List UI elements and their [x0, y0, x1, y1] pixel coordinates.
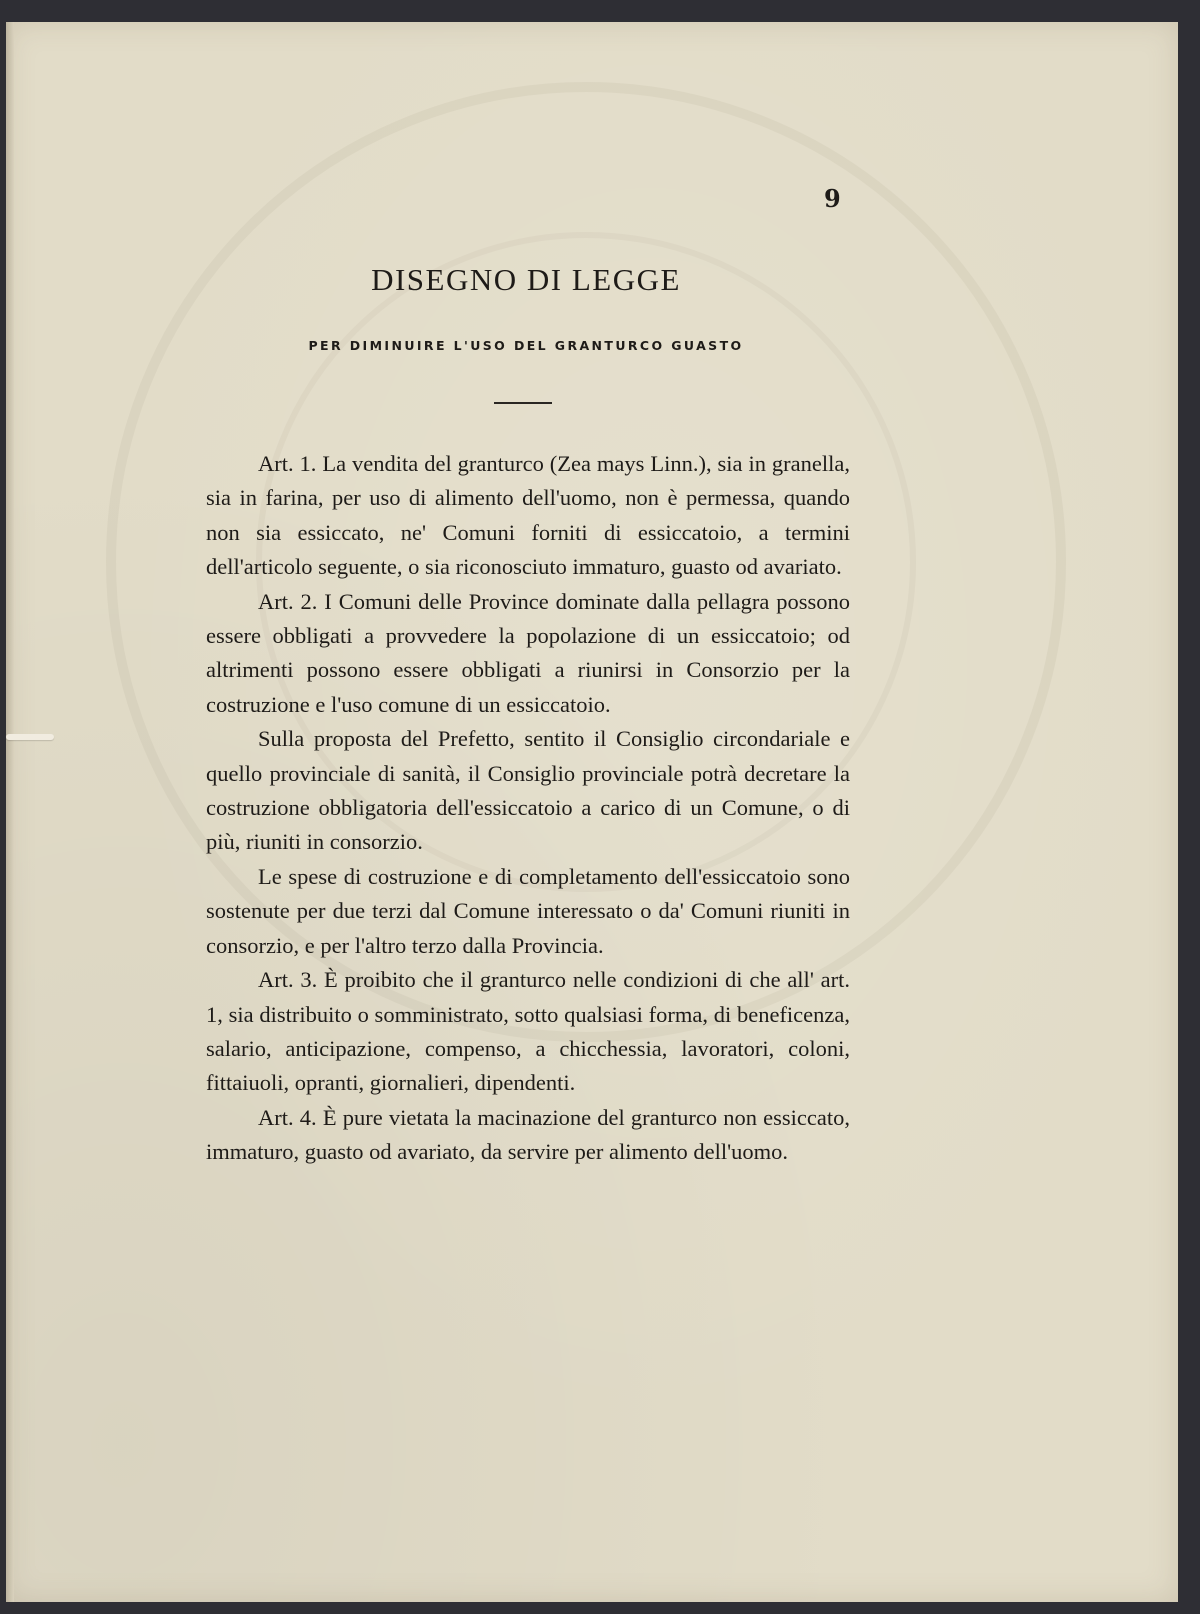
paragraph-art-2-costs: Le spese di costruzione e di completamento dell'essiccatoio sono sostenute per due terzi dal Comune interessato o da' Comuni riuniti in consorzio, e per l'altro terzo dalla Provincia.: [206, 863, 850, 958]
paragraph-art-2-proposal: Sulla proposta del Prefetto, sentito il Consiglio circondariale e quello provinciale di sanità, il Consiglio provinciale potrà decretare la costruzione obbligatoria dell'essiccatoio a carico di un Comune, o di più, riuniti in consorzio.: [206, 726, 850, 855]
title-divider: [494, 402, 552, 404]
document-title: DISEGNO DI LEGGE: [371, 262, 681, 297]
page-binding-edge: [6, 22, 14, 1602]
page-number: 9: [824, 184, 841, 213]
document-page: [6, 22, 1178, 1602]
paragraph-art-4: Art. 4. È pure vietata la macinazione del granturco non essiccato, immaturo, guasto od avariato, da servire per alimento dell'uomo.: [206, 1104, 850, 1165]
binding-thread: [6, 734, 54, 740]
paragraph-art-1: Art. 1. La vendita del granturco (Zea mays Linn.), sia in granella, sia in farina, per uso di alimento dell'uomo, non è permessa, quando non sia essiccato, ne' Comuni forniti di essiccatoio, a termini dell'articolo seguente, o sia riconosciuto immaturo, guasto od avariato.: [206, 451, 850, 580]
document-subtitle: PER DIMINUIRE L'USO DEL GRANTURCO GUASTO: [308, 338, 744, 353]
paragraph-art-2: Art. 2. I Comuni delle Province dominate dalla pellagra possono essere obbligati a provvedere la popolazione di un essiccatoio; od altrimenti possono essere obbligati a riunirsi in Consorzio per la costruzione e l'uso comune di un essiccatoio.: [206, 588, 850, 717]
law-text-body: [206, 447, 850, 1170]
paragraph-art-3: Art. 3. È proibito che il granturco nelle condizioni di che all' art. 1, sia distribuito o somministrato, sotto qualsiasi forma, di beneficenza, salario, anticipazione, compenso, a chicchessia, lavoratori, coloni, fittaiuoli, opranti, giornalieri, dipendenti.: [206, 967, 850, 1096]
